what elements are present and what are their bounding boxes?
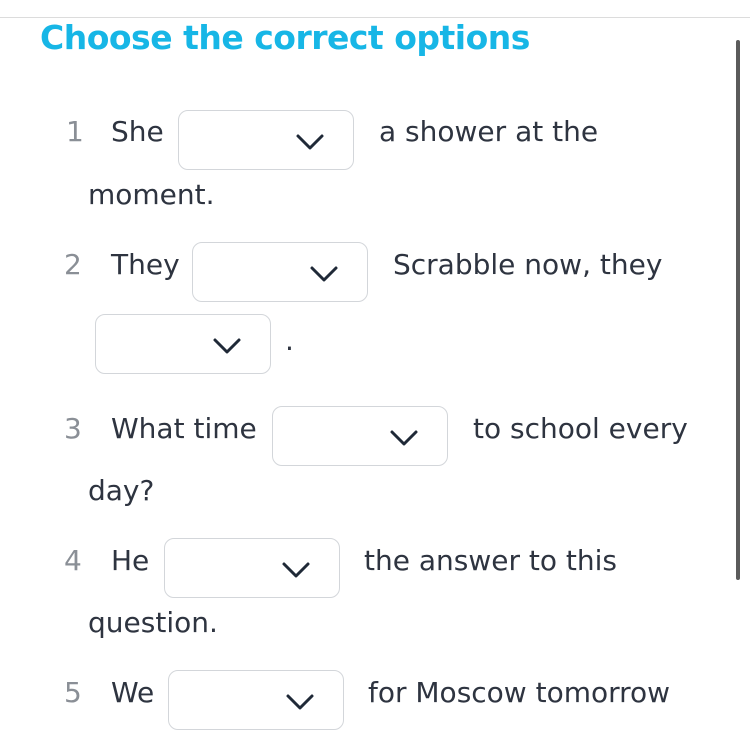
item-text-before: She [111,115,164,148]
item-text-before: He [111,544,150,577]
item-text-wrap: question. [88,606,218,639]
item-text-after: to school every [473,412,688,445]
item-text-before: We [111,676,155,709]
item-text-wrap: day? [88,474,155,507]
item-text-before: They [111,248,180,281]
chevron-down-icon [212,337,242,355]
answer-dropdown-6[interactable] [168,670,344,730]
chevron-down-icon [309,265,339,283]
answer-dropdown-4[interactable] [272,406,448,466]
item-text-after: Scrabble now, they [393,248,663,281]
item-number: 4 [64,544,82,577]
exercise-title: Choose the correct options [40,18,530,57]
answer-dropdown-5[interactable] [164,538,340,598]
item-text-after: the answer to this [364,544,617,577]
scrollbar[interactable] [736,40,740,580]
chevron-down-icon [389,429,419,447]
item-number: 1 [66,115,84,148]
chevron-down-icon [281,561,311,579]
item-text-end: . [285,324,294,357]
item-number: 2 [64,248,82,281]
item-text-before: What time [111,412,257,445]
chevron-down-icon [295,133,325,151]
item-number: 3 [64,412,82,445]
answer-dropdown-2[interactable] [192,242,368,302]
chevron-down-icon [285,693,315,711]
item-number: 5 [64,676,82,709]
item-text-wrap: moment. [88,178,215,211]
item-text-after: for Moscow tomorrow [368,676,671,709]
answer-dropdown-3[interactable] [95,314,271,374]
item-text-after: a shower at the [379,115,599,148]
answer-dropdown-1[interactable] [178,110,354,170]
